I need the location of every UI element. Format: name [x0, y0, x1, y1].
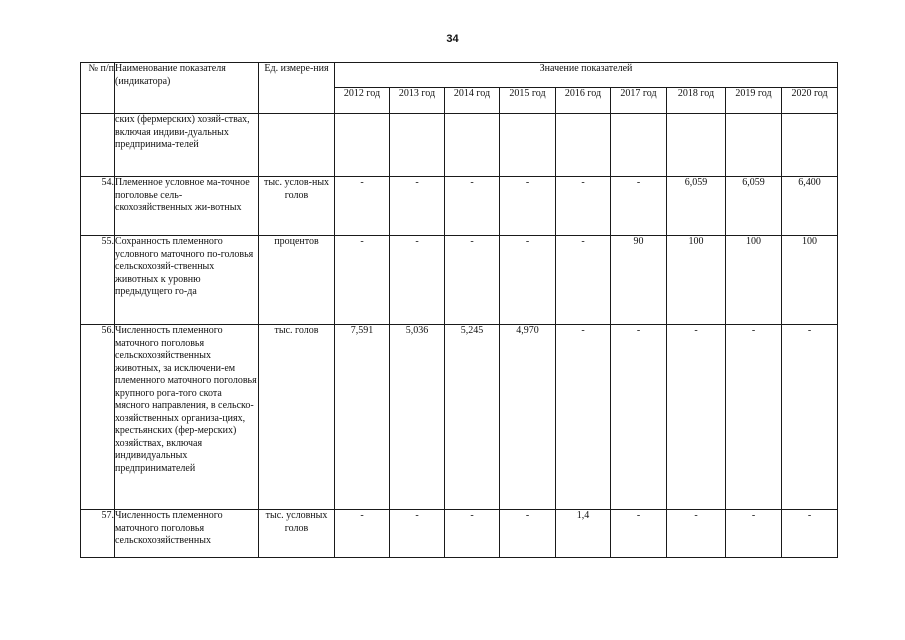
- row-value: 1,4: [556, 510, 611, 558]
- row-unit: тыс. условных голов: [259, 510, 335, 558]
- table-row: [81, 114, 838, 177]
- row-value: [500, 114, 556, 177]
- row-value: [782, 114, 838, 177]
- row-unit: тыс. голов: [259, 325, 335, 510]
- row-value: [667, 114, 726, 177]
- row-value: -: [335, 236, 390, 325]
- row-value: 6,059: [726, 177, 782, 236]
- row-value: -: [667, 325, 726, 510]
- row-num: 57.: [81, 510, 115, 558]
- header-year: 2016 год: [556, 88, 611, 114]
- row-value: -: [611, 177, 667, 236]
- row-value: -: [726, 325, 782, 510]
- table-row: [81, 510, 838, 558]
- row-value: -: [726, 510, 782, 558]
- row-name: Численность племенного маточного поголовья сельскохозяйственных животных, за исключени-ем племенного маточного поголовья крупного рога-того скота мясного направления, в сельско-хозяйственных организа-циях, крестьянских (фер-мерских) хозяйствах, включая индивидуальных предпринимателей: [115, 325, 259, 510]
- row-value: -: [390, 510, 445, 558]
- row-value: 4,970: [500, 325, 556, 510]
- row-value: 7,591: [335, 325, 390, 510]
- row-name: Численность племенного маточного поголовья сельскохозяйственных: [115, 510, 259, 558]
- row-value: 5,245: [445, 325, 500, 510]
- row-name: ских (фермерских) хозяй-ствах, включая индиви-дуальных предпринима-телей: [115, 114, 259, 177]
- row-value: -: [445, 177, 500, 236]
- row-value: [390, 114, 445, 177]
- header-year: 2015 год: [500, 88, 556, 114]
- header-year: 2014 год: [445, 88, 500, 114]
- row-value: 100: [726, 236, 782, 325]
- row-value: 100: [667, 236, 726, 325]
- row-value: -: [556, 236, 611, 325]
- table-row: [81, 177, 838, 236]
- row-value: -: [500, 177, 556, 236]
- table-row: [81, 236, 838, 325]
- row-value: [611, 114, 667, 177]
- header-num: № п/п: [81, 63, 115, 114]
- row-value: -: [500, 236, 556, 325]
- row-value: -: [335, 177, 390, 236]
- header-year: 2018 год: [667, 88, 726, 114]
- header-values: Значение показателей: [335, 63, 838, 88]
- row-unit: [259, 114, 335, 177]
- page-number: 34: [446, 33, 459, 45]
- row-value: 5,036: [390, 325, 445, 510]
- header-row: [81, 63, 838, 88]
- row-value: 90: [611, 236, 667, 325]
- row-value: -: [335, 510, 390, 558]
- row-name: Племенное условное ма-точное поголовье сель-скохозяйственных жи-вотных: [115, 177, 259, 236]
- row-value: -: [445, 510, 500, 558]
- row-value: 6,400: [782, 177, 838, 236]
- row-value: -: [782, 325, 838, 510]
- table-row: [81, 325, 838, 510]
- row-value: -: [611, 510, 667, 558]
- row-value: [335, 114, 390, 177]
- header-year: 2012 год: [335, 88, 390, 114]
- row-value: -: [782, 510, 838, 558]
- row-name: Сохранность племенного условного маточного по-головья сельскохозяй-ственных животных к уровню предыдущего го-да: [115, 236, 259, 325]
- row-unit: тыс. услов-ных голов: [259, 177, 335, 236]
- row-num: 54.: [81, 177, 115, 236]
- header-year: 2019 год: [726, 88, 782, 114]
- row-value: -: [556, 325, 611, 510]
- row-value: [726, 114, 782, 177]
- header-year: 2020 год: [782, 88, 838, 114]
- indicators-table: [80, 62, 838, 558]
- row-value: [556, 114, 611, 177]
- header-year: 2013 год: [390, 88, 445, 114]
- row-value: -: [667, 510, 726, 558]
- row-value: 6,059: [667, 177, 726, 236]
- row-num: 56.: [81, 325, 115, 510]
- row-value: -: [445, 236, 500, 325]
- header-year: 2017 год: [611, 88, 667, 114]
- row-value: [445, 114, 500, 177]
- row-value: -: [500, 510, 556, 558]
- header-name: Наименование показателя (индикатора): [115, 63, 259, 114]
- row-value: 100: [782, 236, 838, 325]
- row-value: -: [611, 325, 667, 510]
- header-unit: Ед. измере-ния: [259, 63, 335, 114]
- row-value: -: [556, 177, 611, 236]
- row-value: -: [390, 177, 445, 236]
- row-num: 55.: [81, 236, 115, 325]
- row-unit: процентов: [259, 236, 335, 325]
- row-value: -: [390, 236, 445, 325]
- row-num: [81, 114, 115, 177]
